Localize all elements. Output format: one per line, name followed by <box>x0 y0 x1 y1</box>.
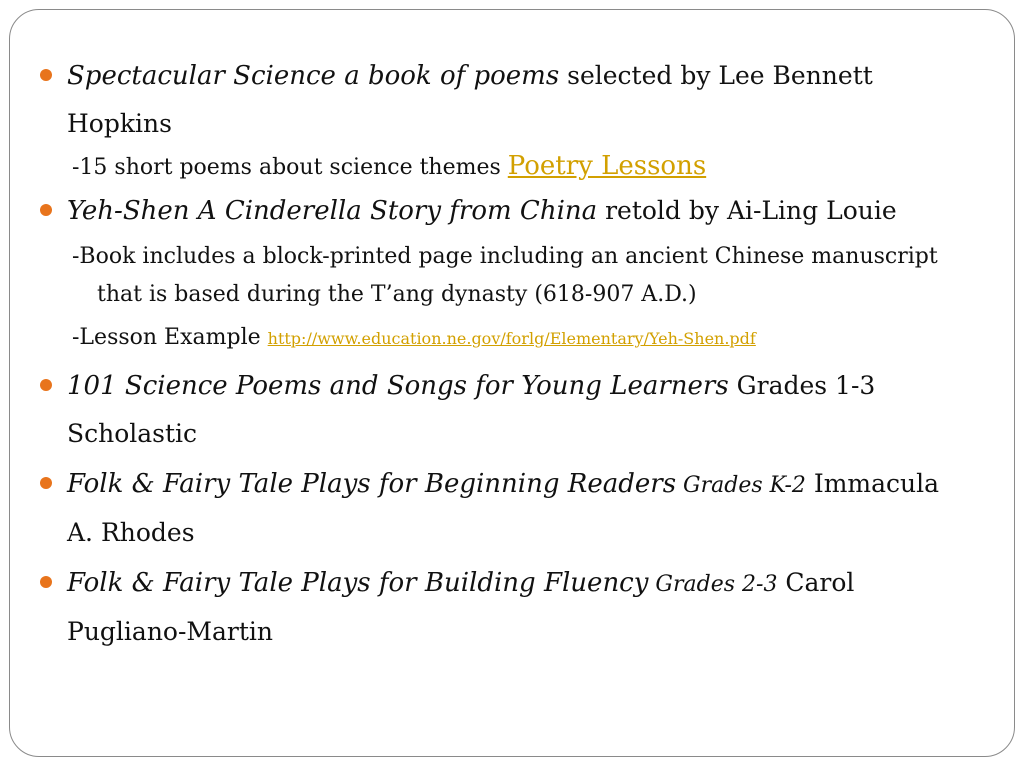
book-grades: Grades 2-3 <box>648 572 778 597</box>
bullet-item-building-fluency <box>40 559 960 655</box>
yeh-shen-pdf-link[interactable]: http://www.education.ne.gov/forlg/Elementary/Yeh-Shen.pdf <box>267 329 756 348</box>
book-grades: Grades K-2 <box>676 473 806 498</box>
book-author: Carol Pugliano-Martin <box>67 568 855 646</box>
bullet-dot-icon <box>40 576 52 588</box>
bullet-item-yeh-shen <box>40 187 960 235</box>
book-author: selected by Lee Bennett Hopkins <box>67 61 873 138</box>
book-title: Folk & Fairy Tale Plays for Building Fluency <box>67 568 649 598</box>
book-title: Spectacular Science a book of poems <box>67 61 560 91</box>
bullet-dot-icon <box>40 379 52 391</box>
sub-item-text: -15 short poems about science themes <box>72 155 508 180</box>
bullet-dot-icon <box>40 204 52 216</box>
book-author: Immacula A. Rhodes <box>67 469 940 547</box>
book-title: Yeh-Shen A Cinderella Story from China <box>67 196 598 226</box>
book-author: retold by Ai-Ling Louie <box>597 196 897 225</box>
bullet-item-spectacular-science <box>40 52 960 147</box>
sub-item-short-poems <box>40 147 960 187</box>
bullet-item-101-science-poems <box>40 362 960 457</box>
sub-item-lesson-example <box>40 319 960 358</box>
bullet-dot-icon <box>40 69 52 81</box>
book-title: 101 Science Poems and Songs for Young Learners <box>67 371 729 401</box>
poetry-lessons-link[interactable]: Poetry Lessons <box>507 151 707 181</box>
book-title: Folk & Fairy Tale Plays for Beginning Readers <box>67 469 677 499</box>
sub-item-text: -Lesson Example <box>72 325 268 350</box>
book-details: Grades 1-3 Scholastic <box>67 371 876 448</box>
bullet-item-beginning-readers <box>40 460 960 556</box>
sub-item-block-printed: -Book includes a block-printed page including an ancient Chinese manuscript that is based during the T’ang dynasty (618-907 A.D.) <box>72 244 938 307</box>
slide-content <box>40 52 960 655</box>
bullet-dot-icon <box>40 477 52 489</box>
